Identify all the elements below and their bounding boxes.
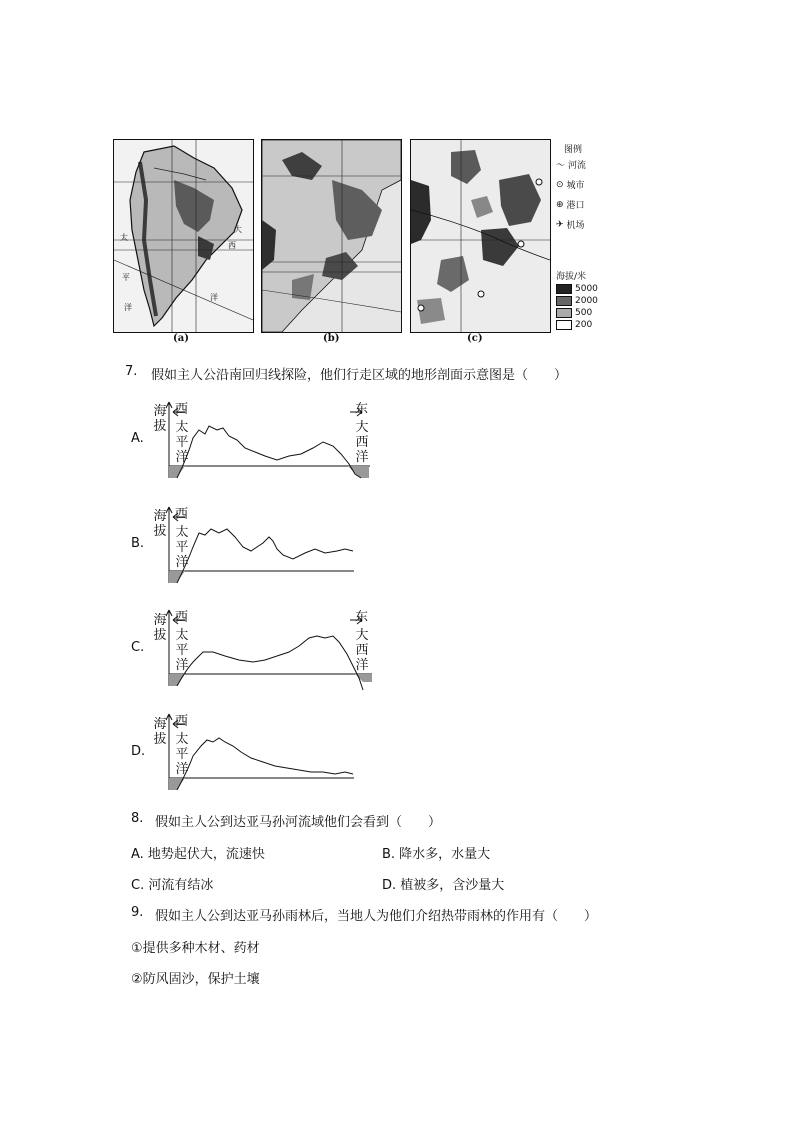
pacific-ocean-label: 太平洋 — [175, 525, 189, 570]
statement-2: ②防风固沙，保护土壤 — [131, 972, 260, 987]
option-letter: A. — [131, 431, 144, 446]
map-b-graphic — [262, 140, 401, 332]
atlantic-ocean-label: 大西洋 — [355, 628, 369, 673]
map-panel-a — [113, 139, 254, 333]
map-a-label: 洋 — [124, 303, 132, 312]
legend-river: 河流 — [568, 161, 587, 171]
east-label: 东 — [355, 610, 369, 625]
legend-elevation-2000: 2000 — [575, 296, 598, 306]
west-label: 西 — [175, 507, 189, 522]
legend-elevation-500: 500 — [575, 308, 593, 318]
atlantic-ocean-label: 大西洋 — [355, 420, 369, 465]
profile-d — [165, 710, 365, 794]
map-c-graphic — [411, 140, 550, 332]
map-caption-c: (c) — [467, 333, 483, 344]
question-7-number: 7. — [125, 364, 138, 379]
y-axis-label: 海拔 — [153, 717, 167, 747]
map-a-label: 西 — [228, 241, 236, 250]
map-a-label: 洋 — [210, 293, 218, 302]
legend-city: 城市 — [566, 181, 585, 191]
y-axis-label: 海拔 — [153, 509, 167, 539]
option-letter: C. — [131, 640, 145, 655]
map-panel-b — [261, 139, 402, 333]
legend-elevation-200: 200 — [575, 320, 593, 330]
map-a-graphic — [114, 140, 253, 332]
port-icon: ⊕ — [556, 199, 564, 210]
legend-elevation-5000: 5000 — [575, 284, 598, 294]
y-axis-label: 海拔 — [153, 404, 167, 434]
map-a-label: 平 — [122, 273, 130, 282]
choice-d[interactable]: D. 植被多，含沙量大 — [382, 878, 505, 893]
choice-c[interactable]: C. 河流有结冰 — [131, 878, 214, 893]
statement-1: ①提供多种木材、药材 — [131, 941, 260, 956]
question-8-text: 假如主人公到达亚马孙河流域他们会看到（ ） — [155, 815, 442, 830]
profile-c — [165, 606, 380, 690]
west-label: 西 — [175, 610, 189, 625]
map-caption-a: (a) — [173, 333, 189, 344]
legend-airport: 机场 — [566, 221, 585, 231]
y-axis-label: 海拔 — [153, 613, 167, 643]
map-a-label: 大 — [234, 225, 242, 234]
map-caption-b: (b) — [323, 333, 340, 344]
question-9-number: 9. — [131, 905, 144, 920]
question-9-text: 假如主人公到达亚马孙雨林后，当地人为他们介绍热带雨林的作用有（ ） — [155, 909, 598, 924]
west-label: 西 — [175, 402, 189, 417]
map-panel-c — [410, 139, 551, 333]
legend-port: 港口 — [566, 201, 585, 211]
city-icon: ⊙ — [556, 179, 564, 190]
choice-a[interactable]: A. 地势起伏大，流速快 — [131, 847, 265, 862]
legend-title: 图例 — [564, 145, 583, 155]
elevation-swatch-icon — [556, 320, 572, 330]
airport-icon: ✈ — [556, 219, 564, 230]
pacific-ocean-label: 太平洋 — [175, 628, 189, 673]
map-legend — [556, 138, 626, 338]
pacific-ocean-label: 太平洋 — [175, 420, 189, 465]
question-7-text: 假如主人公沿南回归线探险，他们行走区域的地形剖面示意图是（ ） — [151, 368, 568, 383]
west-label: 西 — [175, 714, 189, 729]
elevation-swatch-icon — [556, 296, 572, 306]
east-label: 东 — [355, 402, 369, 417]
profile-a — [165, 398, 380, 482]
profile-b — [165, 503, 365, 587]
question-8-number: 8. — [131, 811, 144, 826]
option-letter: B. — [131, 536, 145, 551]
option-letter: D. — [131, 744, 146, 759]
choice-b[interactable]: B. 降水多，水量大 — [382, 847, 491, 862]
legend-elevation-title: 海拔/米 — [556, 272, 587, 282]
elevation-swatch-icon — [556, 284, 572, 294]
pacific-ocean-label: 太平洋 — [175, 732, 189, 777]
map-a-label: 太 — [120, 233, 128, 242]
river-icon: 〜 — [556, 161, 566, 171]
elevation-swatch-icon — [556, 308, 572, 318]
